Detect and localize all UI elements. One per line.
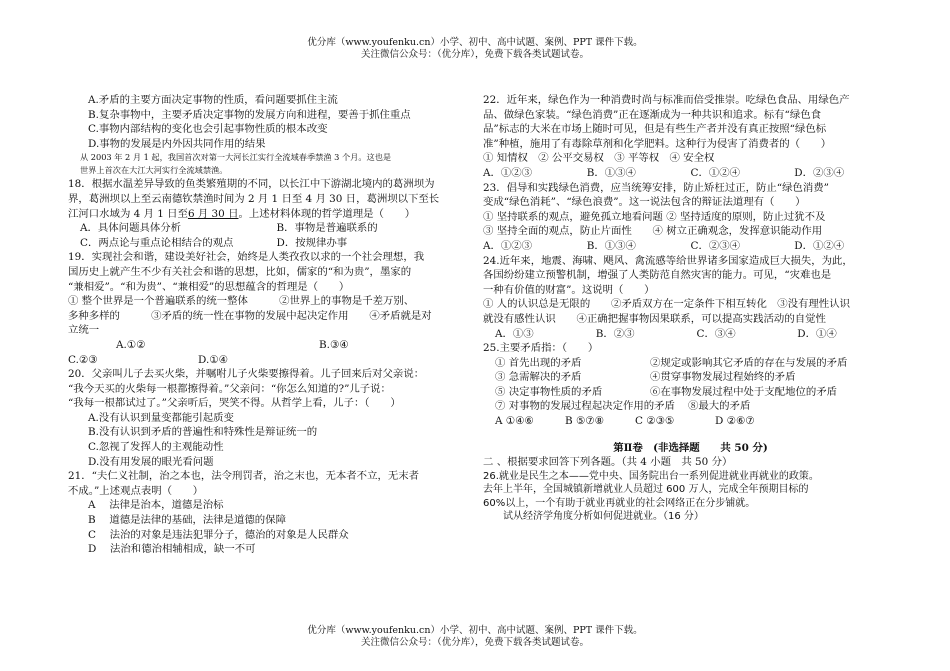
q22-option: A．①②③ bbox=[483, 166, 533, 179]
q25-option: A ①④⑥ bbox=[495, 415, 534, 428]
q25-item: ⑦ 对事物的发展过程起决定作用的矛盾 bbox=[495, 400, 675, 413]
question-26 bbox=[483, 470, 898, 524]
q25-option: B ⑤⑦⑧ bbox=[565, 415, 604, 428]
q18-option: C．两点论与重点论相结合的观点 bbox=[80, 236, 234, 249]
q17-option: C.事物内部结构的变化也会引起事物性质的根本改变 bbox=[88, 123, 328, 136]
q19-line: “兼相爱”。“和为贵”、“兼相爱”的思想蕴含的哲理是（ ） bbox=[68, 280, 350, 293]
q21-line: 21．“夫仁义社制，治之本也，法令刑罚者，治之末也，无本者不立，无末者 bbox=[68, 470, 420, 483]
q23-option: B．①③④ bbox=[586, 239, 636, 252]
q25-options bbox=[483, 414, 898, 429]
q19-option: A.①② bbox=[116, 338, 146, 351]
q20-option: C.忽视了发挥人的主观能动性 bbox=[88, 441, 224, 454]
q23-line: ① 坚持联系的观点，避免孤立地看问题 ② 坚持适度的原则，防止过犹不及 bbox=[483, 210, 826, 223]
q17-option: B.复杂事物中，主要矛盾决定事物的发展方向和进程，要善于抓住重点 bbox=[88, 108, 411, 121]
q24-option: C．③④ bbox=[696, 327, 736, 340]
q24-line: 就没有感性认识 ④正确把握事物因果联系，可以提高实践活动的自觉性 bbox=[483, 312, 826, 325]
q23-option: C．②③④ bbox=[690, 239, 741, 252]
footer-line-1: 优分库（www.youfenku.cn）小学、初中、高中试题、案例、PPT 课件下载。 bbox=[307, 625, 643, 636]
q17-options bbox=[68, 93, 473, 151]
note-line: 世界上首次在大江大河实行全流域禁渔。 bbox=[80, 165, 228, 176]
question-22 bbox=[483, 93, 898, 181]
q19-options bbox=[68, 338, 473, 353]
q24-line: 24.近年来，地震、海啸、飓风、禽流感等给世界诸多国家造成巨大损失，为此， bbox=[483, 254, 853, 267]
q25-item: ① 首先出现的矛盾 bbox=[495, 356, 582, 369]
q22-option: B．①③④ bbox=[586, 166, 636, 179]
page-header bbox=[0, 37, 950, 61]
q22-line: ① 知情权 ② 公平交易权 ③ 平等权 ④ 安全权 bbox=[483, 152, 715, 165]
q18-option: D．按规律办事 bbox=[276, 236, 348, 249]
q20-line: “我每一根都试过了。”父亲听后，哭笑不得。从哲学上看，儿子：（ ） bbox=[68, 397, 401, 410]
q22-line: 品、做绿色家装。“绿色消费”正在逐渐成为一种共识和追求。标有“绿色食 bbox=[483, 108, 822, 121]
q23-option: D．①②④ bbox=[794, 239, 845, 252]
q21-option: A 法律是治本，道德是治标 bbox=[88, 499, 224, 512]
q18-line: 18．根据水温差异导致的鱼类繁殖期的不同，以长江中下游湖北境内的葛洲坝为 bbox=[68, 178, 435, 191]
q18-line: 界，葛洲坝以上至云南德钦禁渔时间为 2 月 1 日至 4 月 30 日，葛洲坝以下至长 bbox=[68, 192, 440, 205]
q26-line: 去年上半年，全国城镇新增就业人员超过 600 万人，完成全年预期目标的 bbox=[483, 484, 809, 496]
q24-options bbox=[483, 327, 898, 342]
q25-item: ⑤ 决定事物性质的矛盾 bbox=[495, 385, 603, 398]
q23-line: 23．倡导和实践绿色消费，应当统筹安排，防止矫枉过正，防止“绿色消费” bbox=[483, 181, 829, 194]
footer-line-2: 关注微信公众号：（优分库），免费下载各类试题试卷。 bbox=[360, 637, 589, 648]
q21-option: C 法治的对象是违法犯罪分子，德治的对象是人民群众 bbox=[88, 528, 349, 541]
q24-option: B．②③ bbox=[595, 327, 635, 340]
question-19 bbox=[68, 250, 473, 367]
q18-option: B．事物是普遍联系的 bbox=[276, 222, 378, 235]
question-23 bbox=[483, 181, 898, 254]
q19-line: 立统一 bbox=[68, 324, 100, 337]
right-column bbox=[483, 93, 898, 524]
q18-line bbox=[68, 207, 473, 222]
q22-line: 22．近年来，绿色作为一种消费时尚与标准而倍受推崇。吃绿色食品、用绿色产 bbox=[483, 94, 850, 106]
q24-line: 各国纷纷建立预警机制，增强了人类防范自然灾害的能力。可见，“灾难也是 bbox=[483, 269, 832, 282]
page-footer bbox=[0, 625, 950, 649]
q22-option: C．①②④ bbox=[690, 166, 741, 179]
q21-line: 不成。”上述观点表明（ ） bbox=[68, 484, 204, 497]
q19-option: D.①④ bbox=[198, 353, 228, 366]
note-line: 从 2003 年 2 月 1 起，我国首次对第一大河长江实行全流域春季禁渔 3 个月。这也是 bbox=[80, 152, 392, 163]
question-18 bbox=[68, 177, 473, 250]
q19-options bbox=[68, 353, 473, 368]
q17-option: D.事物的发展是内外因共同作用的结果 bbox=[88, 137, 266, 150]
q23-option: A．①②③ bbox=[483, 239, 533, 252]
left-column bbox=[68, 93, 473, 557]
q22-line: 准”种植，施用了有毒除草剂和化学肥料。这种行为侵害了消费者的（ ） bbox=[483, 137, 832, 150]
q25-item: ⑧最大的矛盾 bbox=[688, 400, 751, 413]
q20-option: A.没有认识到量变都能引起质变 bbox=[88, 411, 234, 424]
q25-option: D ②⑥⑦ bbox=[715, 415, 755, 428]
q25-title: 25.主要矛盾指：（ ） bbox=[483, 342, 599, 355]
question-20 bbox=[68, 367, 473, 469]
q20-option: B.没有认识到矛盾的普遍性和特殊性是辩证统一的 bbox=[88, 426, 318, 439]
q25-item: ②规定或影响其它矛盾的存在与发展的矛盾 bbox=[650, 356, 848, 369]
q21-option: B 道德是法律的基础，法律是道德的保障 bbox=[88, 514, 286, 527]
q24-option: D．①④ bbox=[797, 327, 837, 340]
q19-line: 国历史上就产生不少有关社会和谐的思想，比如，儒家的“和为贵”，墨家的 bbox=[68, 265, 412, 278]
question-21 bbox=[68, 469, 473, 557]
q23-line: 变成“绿色消耗”、“绿色浪费”。这一说法包含的辩证法道理有（ ） bbox=[483, 196, 806, 209]
q24-line: ① 人的认识总是无限的 ②矛盾双方在一定条件下相互转化 ③没有理性认识 bbox=[483, 298, 850, 311]
q19-line: ① 整个世界是一个普遍联系的统一整体 ②世界上的事物是千差万别、 bbox=[68, 295, 415, 308]
q22-option: D．②③④ bbox=[794, 166, 845, 179]
q25-item: ③ 急需解决的矛盾 bbox=[495, 371, 582, 384]
q23-options bbox=[483, 239, 898, 254]
section-title: 第Ⅱ卷 (非选择题 共 50 分) bbox=[613, 441, 768, 454]
q20-line: 20．父亲叫儿子去买火柴，并嘱咐儿子火柴要擦得着。儿子回来后对父亲说： bbox=[68, 368, 425, 381]
q24-option: A．①③ bbox=[495, 327, 534, 340]
q26-line: 26.就业是民生之本——党中央、国务院出台一系列促进就业再就业的政策。 bbox=[483, 470, 819, 482]
q20-line: “我今天买的火柴每一根都擦得着。”父亲问：“你怎么知道的?”儿子说： bbox=[68, 382, 391, 395]
q21-option: D 法治和德治相辅相成，缺一不可 bbox=[88, 543, 256, 556]
material-note bbox=[68, 151, 473, 177]
q26-line: 60%以上，一个有助于就业再就业的社会网络正在分步铺就。 bbox=[483, 497, 756, 509]
q18-option: A．具体问题具体分析 bbox=[80, 222, 182, 235]
q18-text: 。上述材料体现的哲学道理是（ ） bbox=[238, 207, 416, 220]
q22-options bbox=[483, 166, 898, 181]
q17-option: A.矛盾的主要方面决定事物的性质，看问题要抓住主流 bbox=[88, 94, 338, 106]
q24-line: 一种有价值的财富”。这说明（ ） bbox=[483, 283, 655, 296]
q26-line: 试从经济学角度分析如何促进就业。（16 分） bbox=[483, 511, 704, 523]
q25-item: ④贯穿事物发展过程始终的矛盾 bbox=[650, 371, 796, 384]
q25-option: C ②③⑤ bbox=[635, 415, 675, 428]
q19-option: C.②③ bbox=[68, 353, 98, 366]
q20-option: D.没有用发展的眼光看问题 bbox=[88, 455, 214, 468]
q22-line: 品”标志的大米在市场上随时可见，但是有些生产者并没有真正按照“绿色标 bbox=[483, 123, 827, 136]
q19-line: 19．实现社会和谐，建设美好社会，始终是人类孜孜以求的一个社会理想，我 bbox=[68, 251, 425, 264]
q18-options bbox=[68, 221, 473, 250]
q18-text: 江河口水域为 4 月 1 日至 bbox=[68, 207, 188, 220]
header-line-1: 优分库（www.youfenku.cn）小学、初中、高中试题、案例、PPT 课件下载。 bbox=[307, 37, 643, 48]
section-intro: 二 、根据要求回答下列各题。（共 4 小题 共 50 分） bbox=[483, 456, 733, 469]
header-line-2: 关注微信公众号：（优分库），免费下载各类试题试卷。 bbox=[360, 49, 589, 60]
q19-line: 多种多样的 ③矛盾的统一性在事物的发展中起决定作用 ④矛盾就是对 bbox=[68, 309, 432, 322]
q23-line: ③ 坚持全面的观点，防止片面性 ④ 树立正确观念，发挥意识能动作用 bbox=[483, 225, 823, 238]
q18-underlined-date: 6 月 30 日 bbox=[187, 207, 239, 220]
question-25 bbox=[483, 341, 898, 429]
q25-items bbox=[483, 356, 898, 414]
question-24 bbox=[483, 254, 898, 342]
q19-option: B.③④ bbox=[319, 338, 349, 351]
q25-item: ⑥在事物发展过程中处于支配地位的矛盾 bbox=[650, 385, 838, 398]
